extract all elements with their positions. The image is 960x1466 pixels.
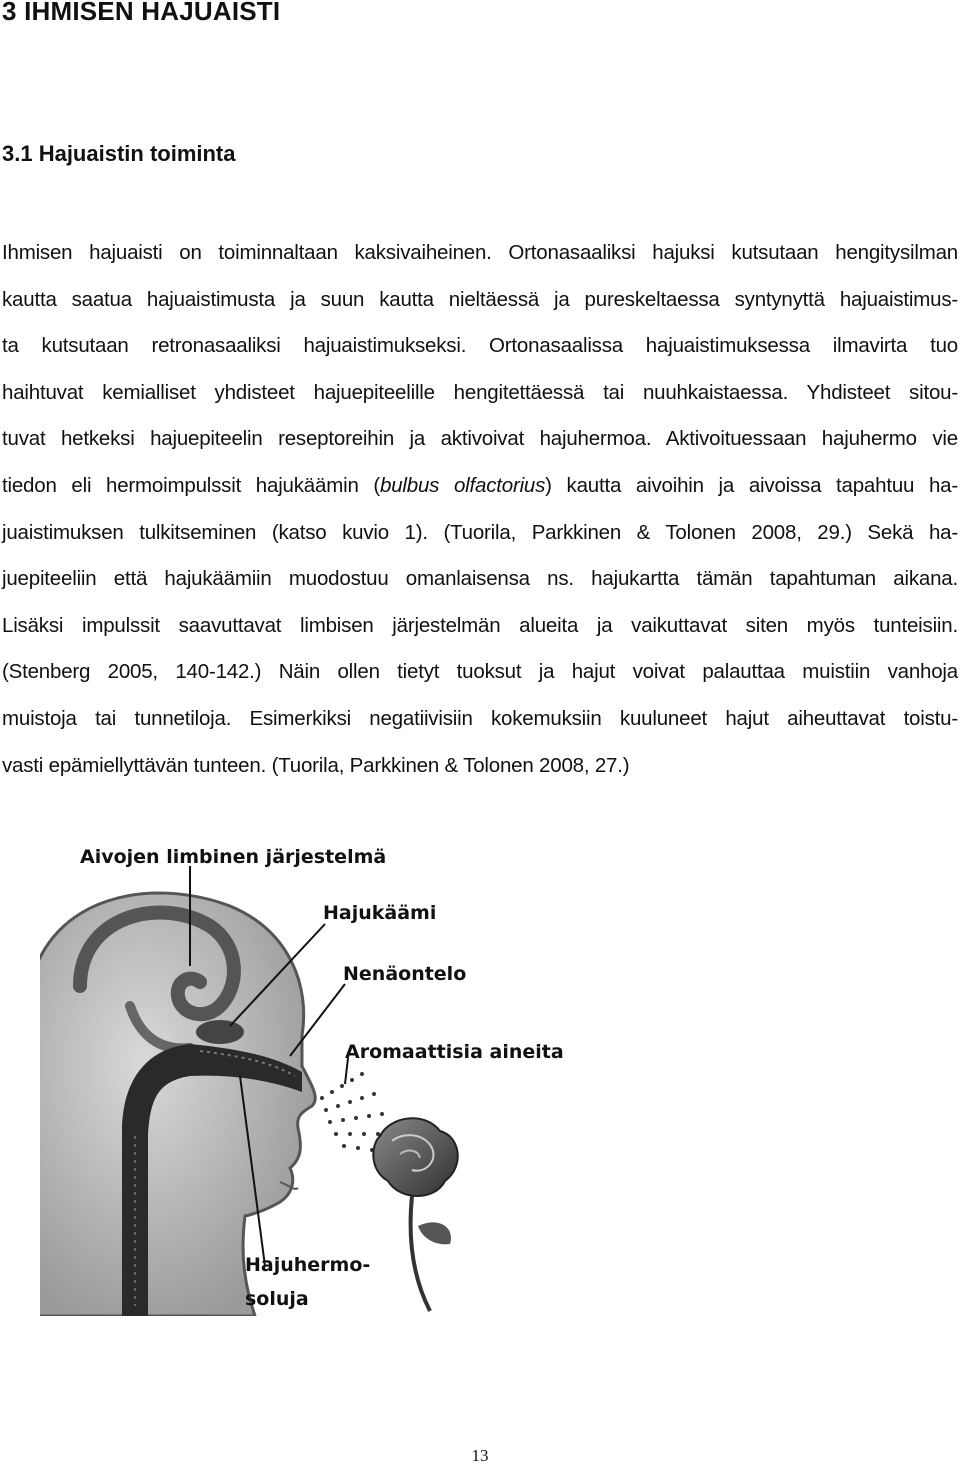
paragraph-line: juepiteeliin että hajukäämiin muodostuu omanlaisensa ns. hajukartta tämän tapahtuman aikana. (2, 567, 958, 591)
head-illustration (40, 836, 540, 1316)
chapter-title: 3 IHMISEN HAJUAISTI (2, 0, 281, 26)
paragraph-line: kautta saatua hajuaistimusta ja suun kautta nieltäessä ja pureskeltaessa syntynyttä hajuaistimus- (2, 287, 958, 311)
olfactory-bulb (196, 1020, 244, 1044)
paragraph-line (2, 463, 958, 510)
paragraph-line: tuvat hetkeksi hajuepiteelin reseptoreihin ja aktivoivat hajuhermoa. Aktivoituessaan hajuhermo vie (2, 427, 958, 451)
label-limbic-system: Aivojen limbinen järjestelmä (80, 846, 387, 868)
line-segment: ) kautta aivoihin ja aivoissa tapahtuu ha- (545, 473, 958, 497)
paragraph-line: vasti epämiellyttävän tunteen. (Tuorila, Parkkinen & Tolonen 2008, 27.) (2, 753, 630, 777)
page-number: 13 (471, 1446, 489, 1465)
label-olfactory-bulb: Hajukäämi (323, 902, 437, 924)
rose-illustration (373, 1118, 457, 1311)
paragraph-line: (Stenberg 2005, 140-142.) Näin ollen tietyt tuoksut ja hajut voivat palauttaa muistiin vanhoja (2, 660, 958, 684)
paragraph-line: ta kutsutaan retronasaaliksi hajuaistimukseksi. Ortonasaalissa hajuaistimuksessa ilmavirta tuo (2, 334, 958, 358)
section-title: 3.1 Hajuaistin toiminta (2, 141, 236, 166)
aroma-particles (320, 1072, 384, 1152)
body-paragraph (2, 230, 958, 789)
label-nerve-cells: Hajuhermo- (245, 1254, 371, 1276)
paragraph-line: muistoja tai tunnetiloja. Esimerkiksi negatiivisiin kokemuksiin kuuluneet hajut aiheuttavat toistu- (2, 706, 958, 730)
label-aromatic-substances: Aromaattisia aineita (345, 1041, 564, 1063)
paragraph-line: haihtuvat kemialliset yhdisteet hajuepiteelille hengitettäessä tai nuuhkaistaessa. Yhdisteet sitou- (2, 380, 958, 404)
label-nasal-cavity: Nenäontelo (343, 963, 467, 985)
paragraph-line: Lisäksi impulssit saavuttavat limbisen järjestelmän alueita ja vaikuttavat siten myös tunteisiin. (2, 613, 958, 637)
paragraph-line: juaistimuksen tulkitseminen (katso kuvio 1). (Tuorila, Parkkinen & Tolonen 2008, 29.) Sekä ha- (2, 520, 958, 544)
olfactory-system-figure (40, 836, 564, 1316)
label-nerve-cells: soluja (245, 1288, 309, 1310)
line-segment: tiedon eli hermoimpulssit hajukäämin ( (2, 473, 380, 497)
paragraph-line: Ihmisen hajuaisti on toiminnaltaan kaksivaiheinen. Ortonasaaliksi hajuksi kutsutaan hengitysilman (2, 241, 958, 264)
latin-term: bulbus olfactorius (380, 473, 546, 497)
